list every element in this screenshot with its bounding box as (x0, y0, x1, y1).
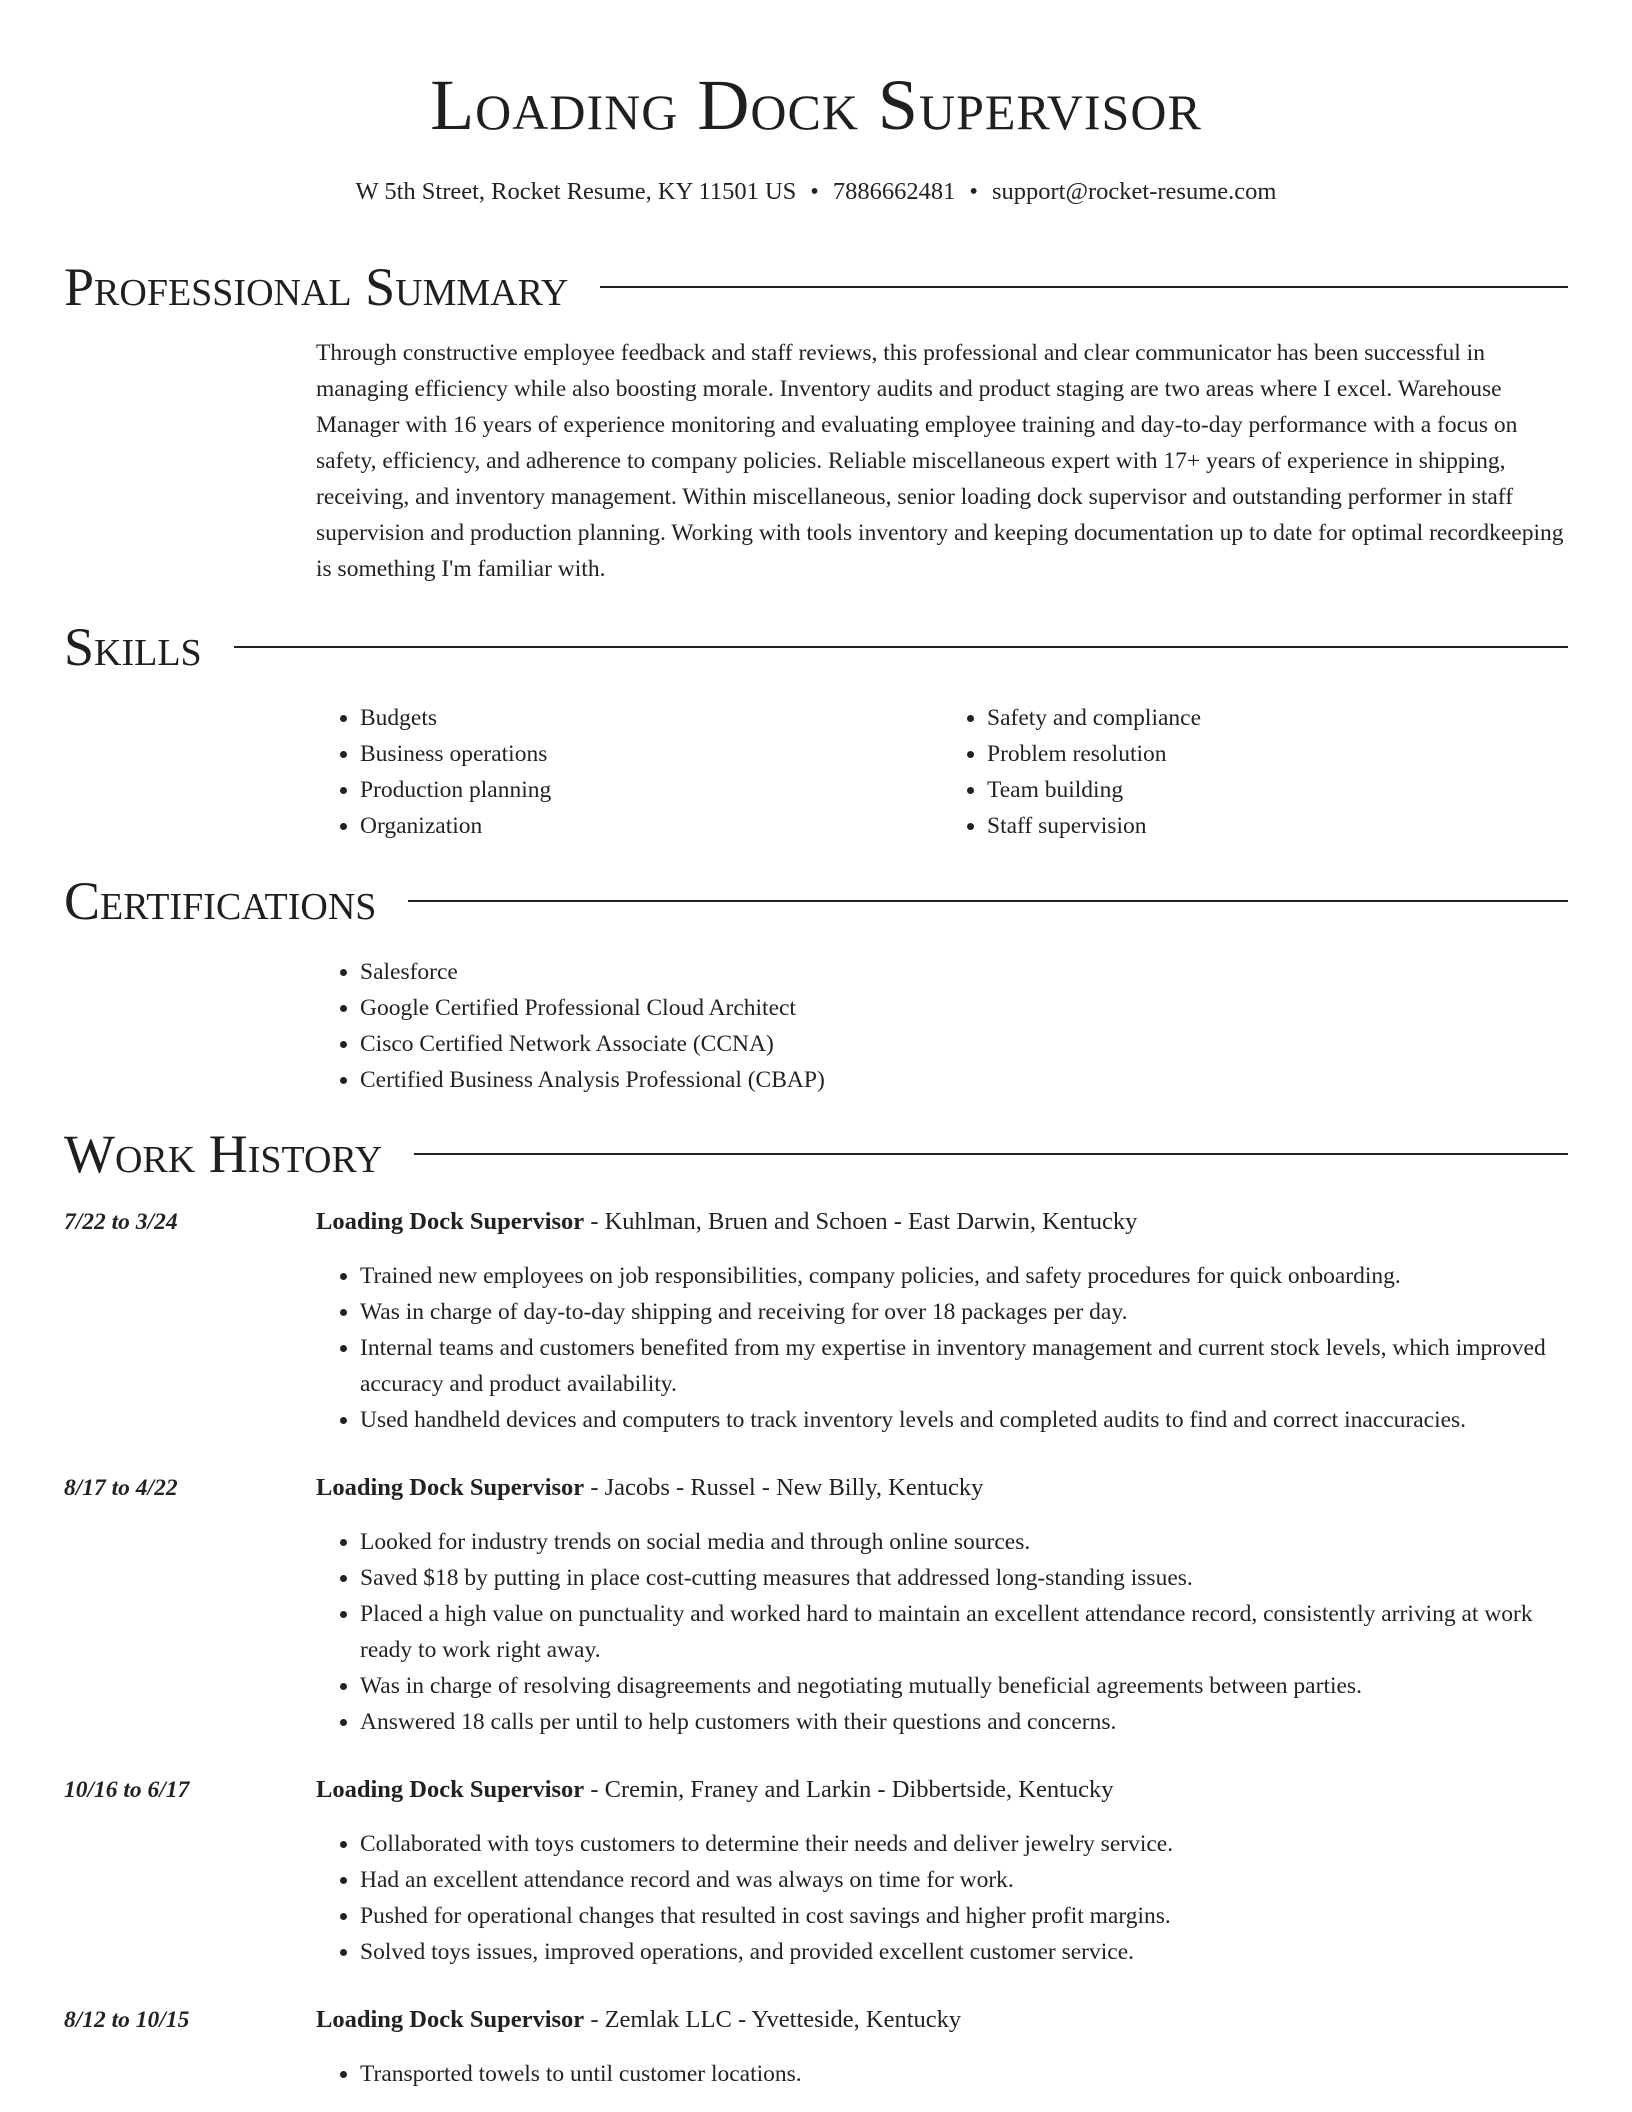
list-item: • Budgets (360, 700, 943, 736)
section-divider (408, 900, 1568, 902)
job-title-line (316, 2002, 1570, 2038)
contact-separator: • (810, 178, 819, 205)
list-item: • Certified Business Analysis Professional (CBAP) (360, 1062, 825, 1098)
job-employer: - Jacobs - Russel - New Billy, Kentucky (584, 1474, 984, 1501)
skills-list (316, 700, 1570, 844)
certifications-list (316, 954, 825, 1098)
job-bullets (316, 1524, 1570, 1740)
job-title-line (316, 1470, 1570, 1506)
job-bullets (316, 1826, 1570, 1970)
list-item: • Internal teams and customers benefited from my expertise in inventory management and current stock levels, which improved accuracy and product availability. (360, 1330, 1570, 1402)
job-bullets (316, 2056, 1570, 2092)
list-item: • Transported towels to until customer locations. (360, 2056, 1570, 2092)
skills-section-header (64, 612, 1568, 682)
job-title-line (316, 1772, 1570, 1808)
list-item: • Saved $18 by putting in place cost-cutting measures that addressed long-standing issues. (360, 1560, 1570, 1596)
summary-text: Through constructive employee feedback and staff reviews, this professional and clear communicator has been successful in managing efficiency while also boosting morale. Inventory audits and product staging are two areas where I excel. Warehouse Manager with 16 years of experience monitoring and evaluating employee training and day-to-day performance with a focus on safety, efficiency, and adherence to company policies. Reliable miscellaneous expert with 17+ years of experience in shipping, receiving, and inventory management. Within miscellaneous, senior loading dock supervisor and outstanding performer in staff supervision and production planning. Working with tools inventory and keeping documentation up to date for optimal recordkeeping is something I'm familiar with. (316, 340, 1564, 582)
summary-section-header (64, 252, 1568, 322)
section-divider (414, 1153, 1568, 1155)
job-dates: 8/12 to 10/15 (64, 2007, 190, 2033)
skills-heading: Skills (64, 617, 202, 677)
job-employer: - Cremin, Franey and Larkin - Dibbertside, Kentucky (584, 1776, 1114, 1803)
work-history-heading: Work History (64, 1124, 383, 1184)
contact-email: support@rocket-resume.com (991, 178, 1277, 205)
summary-heading: Professional Summary (64, 257, 569, 317)
job-title-line (316, 1204, 1570, 1240)
list-item: • Placed a high value on punctuality and worked hard to maintain an excellent attendance record, consistently arriving at work ready to work right away. (360, 1596, 1570, 1668)
job-title: Loading Dock Supervisor (316, 1208, 585, 1235)
contact-separator: • (969, 178, 978, 205)
certifications-section-header (64, 866, 1568, 936)
list-item: • Salesforce (360, 954, 825, 990)
job-dates: 7/22 to 3/24 (64, 1209, 178, 1235)
list-item: • Had an excellent attendance record and was always on time for work. (360, 1862, 1570, 1898)
job-bullets (316, 1258, 1570, 1438)
list-item: • Was in charge of day-to-day shipping and receiving for over 18 packages per day. (360, 1294, 1570, 1330)
job-employer: - Zemlak LLC - Yvetteside, Kentucky (584, 2006, 962, 2033)
list-item: • Collaborated with toys customers to determine their needs and deliver jewelry service. (360, 1826, 1570, 1862)
work-history-section-header (64, 1119, 1568, 1189)
list-item: • Answered 18 calls per until to help customers with their questions and concerns. (360, 1704, 1570, 1740)
list-item: • Organization (360, 808, 943, 844)
job-title: Loading Dock Supervisor (316, 1474, 585, 1501)
list-item: • Safety and compliance (987, 700, 1570, 736)
list-item: • Cisco Certified Network Associate (CCNA) (360, 1026, 825, 1062)
resume-name: Loading Dock Supervisor (430, 65, 1202, 145)
skills-column-right (943, 700, 1570, 844)
list-item: • Was in charge of resolving disagreements and negotiating mutually beneficial agreements between parties. (360, 1668, 1570, 1704)
section-divider (600, 286, 1568, 288)
list-item: • Trained new employees on job responsibilities, company policies, and safety procedures for quick onboarding. (360, 1258, 1570, 1294)
job-dates: 8/17 to 4/22 (64, 1475, 178, 1501)
contact-address: W 5th Street, Rocket Resume, KY 11501 US (355, 178, 797, 205)
job-employer: - Kuhlman, Bruen and Schoen - East Darwin, Kentucky (584, 1208, 1138, 1235)
list-item: • Problem resolution (987, 736, 1570, 772)
list-item: • Staff supervision (987, 808, 1570, 844)
list-item: • Solved toys issues, improved operations, and provided excellent customer service. (360, 1934, 1570, 1970)
list-item: • Google Certified Professional Cloud Architect (360, 990, 825, 1026)
contact-line (0, 174, 1632, 210)
list-item: • Production planning (360, 772, 943, 808)
job-title: Loading Dock Supervisor (316, 1776, 585, 1803)
job-dates: 10/16 to 6/17 (64, 1777, 190, 1803)
section-divider (234, 646, 1568, 648)
certifications-heading: Certifications (64, 871, 377, 931)
list-item: • Business operations (360, 736, 943, 772)
list-item: • Looked for industry trends on social media and through online sources. (360, 1524, 1570, 1560)
list-item: • Pushed for operational changes that resulted in cost savings and higher profit margins. (360, 1898, 1570, 1934)
job-title: Loading Dock Supervisor (316, 2006, 585, 2033)
list-item: • Team building (987, 772, 1570, 808)
contact-phone: 7886662481 (832, 178, 956, 205)
list-item: • Used handheld devices and computers to track inventory levels and completed audits to find and correct inaccuracies. (360, 1402, 1570, 1438)
skills-column-left (316, 700, 943, 844)
